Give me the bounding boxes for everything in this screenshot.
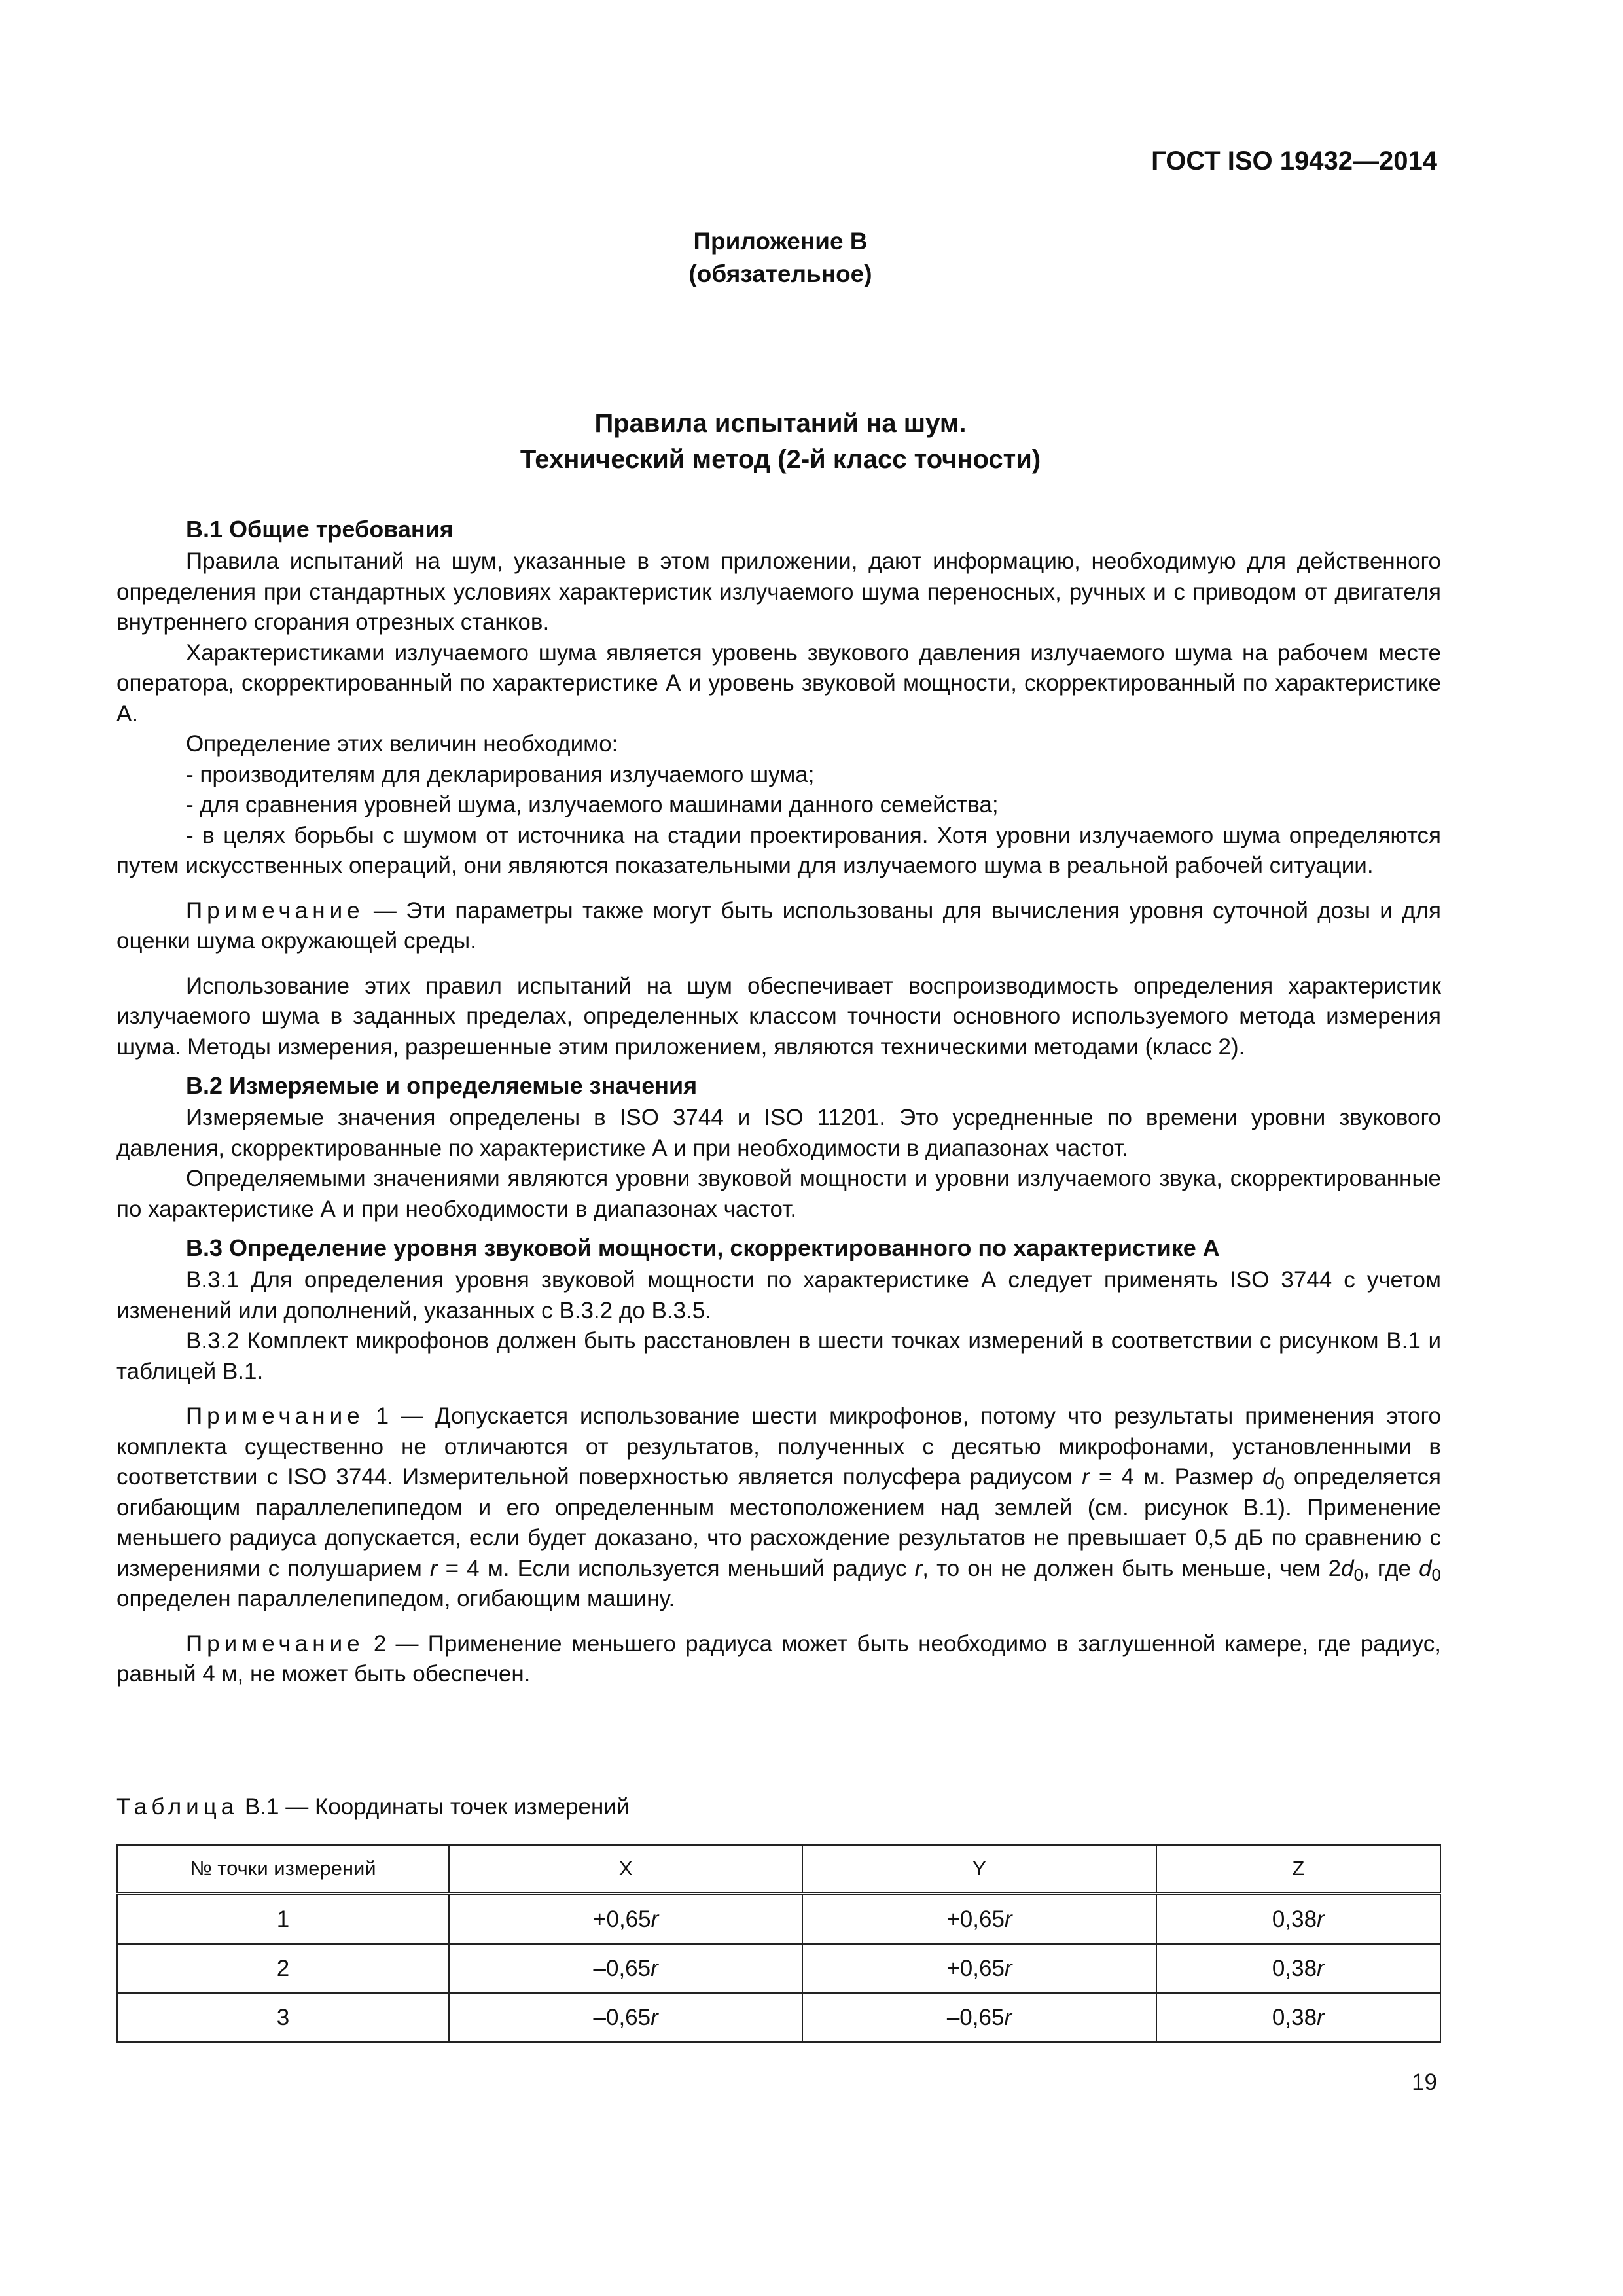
table-cell: 0,38r <box>1156 1893 1440 1944</box>
list-item: - производителям для декларирования излучаемого шума; <box>186 761 815 787</box>
paragraph: Измеряемые значения определены в ISO 3744 и ISO 11201. Это усредненные по времени уровни звукового давления, скорректированные по характеристике А и при необходимости в диапазонах частот. <box>116 1105 1441 1161</box>
table-cell: +0,65r <box>802 1893 1156 1944</box>
table-cell: 2 <box>117 1944 449 1993</box>
document-title <box>0 406 1561 478</box>
variable-d: d <box>1419 1555 1432 1581</box>
note-label: Примечание <box>186 1403 365 1429</box>
paragraph: Определяемыми значениями являются уровни звуковой мощности и уровни излучаемого звука, скорректированные по характеристике А и при необходимости в диапазонах частот. <box>116 1166 1441 1222</box>
column-header: Y <box>802 1845 1156 1893</box>
table-cell: 0,38r <box>1156 1944 1440 1993</box>
note-label: Примечание <box>186 897 365 924</box>
table-cell: +0,65r <box>802 1944 1156 1993</box>
annex-title: Приложение В <box>693 228 868 255</box>
column-header: № точки измерений <box>117 1845 449 1893</box>
table-cell: 1 <box>117 1893 449 1944</box>
variable-r: r <box>1082 1464 1090 1490</box>
table-header-row <box>117 1845 1440 1893</box>
table-caption-label: Таблица <box>116 1794 239 1820</box>
table-row <box>117 1993 1440 2042</box>
annex-heading <box>0 225 1561 291</box>
note-label: Примечание <box>186 1630 365 1657</box>
coordinates-table <box>116 1844 1441 2043</box>
subscript: 0 <box>1431 1564 1441 1585</box>
paragraph: В.3.2 Комплект микрофонов должен быть расстановлен в шести точках измерений в соответствии с рисунком В.1 и таблицей В.1. <box>116 1328 1441 1384</box>
table-cell: –0,65r <box>449 1993 802 2042</box>
table-caption-text: В.1 — Координаты точек измерений <box>238 1794 630 1820</box>
list-item: - для сравнения уровней шума, излучаемого машинами данного семейства; <box>186 792 999 817</box>
table-cell: +0,65r <box>449 1893 802 1944</box>
annex-status: (обязательное) <box>688 260 872 287</box>
paragraph: В.3.1 Для определения уровня звуковой мощности по характеристике А следует применять ISO 3744 с учетом изменений или дополнений, указанных с В.3.2 до В.3.5. <box>116 1267 1441 1323</box>
subscript: 0 <box>1275 1473 1285 1493</box>
title-line-2: Технический метод (2-й класс точности) <box>520 445 1041 474</box>
variable-r: r <box>914 1555 923 1581</box>
table-row <box>117 1893 1440 1944</box>
document-body <box>116 512 1441 1704</box>
note <box>116 896 1441 957</box>
standard-code: ГОСТ ISO 19432—2014 <box>1151 147 1437 175</box>
section-b2-heading: В.2 Измеряемые и определяемые значения <box>186 1072 698 1099</box>
section-b3-heading: В.3 Определение уровня звуковой мощности, скорректированного по характеристике А <box>186 1234 1220 1261</box>
subscript: 0 <box>1353 1564 1364 1585</box>
table-row <box>117 1944 1440 1993</box>
list-item: - в целях борьбы с шумом от источника на стадии проектирования. Хотя уровни излучаемого шума определяются путем искусственных операций, они являются показательными для излучаемого шума в реальной рабочей ситуации. <box>116 822 1441 878</box>
variable-r: r <box>429 1555 438 1581</box>
paragraph: Характеристиками излучаемого шума является уровень звукового давления излучаемого шума на рабочем месте оператора, скорректированный по характеристике А и уровень звуковой мощности, скорректированный по характеристике А. <box>116 639 1441 726</box>
paragraph: Определение этих величин необходимо: <box>186 731 618 757</box>
column-header: X <box>449 1845 802 1893</box>
table-cell: –0,65r <box>802 1993 1156 2042</box>
note-text: — Эти параметры также могут быть использованы для вычисления уровня суточной дозы и для оценки шума окружающей среды. <box>116 897 1441 954</box>
variable-d: d <box>1341 1555 1354 1581</box>
table-caption <box>116 1794 629 1820</box>
column-header: Z <box>1156 1845 1440 1893</box>
section-b1-heading: В.1 Общие требования <box>186 516 454 543</box>
paragraph: Правила испытаний на шум, указанные в этом приложении, дают информацию, необходимую для действенного определения при стандартных условиях характеристик излучаемого шума переносных, ручных и с приводом от двигателя внутреннего сгорания отрезных станков. <box>116 548 1441 635</box>
table-cell: –0,65r <box>449 1944 802 1993</box>
title-line-1: Правила испытаний на шум. <box>594 409 967 438</box>
paragraph: Использование этих правил испытаний на шум обеспечивает воспроизводимость определения характеристик излучаемого шума в заданных пределах, определенных классом точности основного используемого метода измерения шума. Методы измерения, разрешенные этим приложением, являются техническими методами (класс 2). <box>116 973 1441 1060</box>
table-cell: 0,38r <box>1156 1993 1440 2042</box>
note-2: Примечание 2 — Применение меньшего радиуса может быть необходимо в заглушенной камере, где радиус, равный 4 м, не может быть обеспечен. <box>116 1630 1441 1687</box>
page-number: 19 <box>1412 2070 1437 2095</box>
table-cell: 3 <box>117 1993 449 2042</box>
note-1: Примечание 1 — Допускается использование шести микрофонов, потому что результаты применения этого комплекта существенно не отличаются от результатов, полученных с десятью микрофонами, установленными в соответствии с ISO 3744. Измерительной поверхностью является полусфера радиусом r = 4 м. Размер $d_0$ определяется огибающим параллелепипедом и его определенным местоположением над землей (см. рисунок В.1). Применение меньшего радиуса допускается, если будет доказано, что расхождение результатов не превышает 0,5 дБ по сравнению с измерениями с полушарием r = 4 м. Если используется меньший радиус r, то он не должен быть меньше, чем $2d_0$, где $d_0$ определен параллелепипедом, огибающим машину. <box>116 1403 1441 1611</box>
variable-d: d <box>1262 1464 1275 1490</box>
